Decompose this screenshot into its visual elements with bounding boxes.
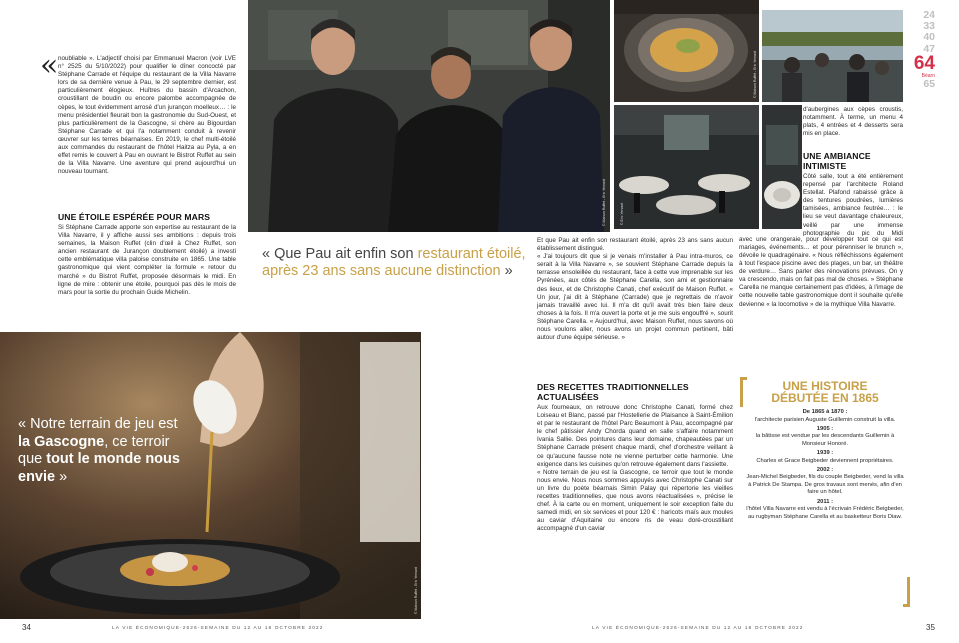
sauce-pouring-photo bbox=[0, 332, 421, 619]
recettes-text bbox=[537, 404, 733, 534]
ambiance-paragraph: Côté salle, tout a été entièrement repensé par l'architecte Roland Estellat. Plafond rabaissé grâce à des tentures poudrées, lumières tamisées, ambiance feutrée… : le lieu se veut davantage chaleureux, veillé par une immense photographie du pic du Midi bbox=[803, 173, 903, 236]
history-box-corner-top bbox=[740, 377, 747, 407]
history-year: 2002 : bbox=[816, 466, 834, 473]
page-number-right: 35 bbox=[926, 623, 935, 632]
photo-quote-part2: , ce terroir que bbox=[18, 433, 170, 467]
history-timeline bbox=[740, 409, 910, 521]
table-setting-illustration bbox=[762, 105, 802, 229]
history-entry-text: l'hôtel Villa Navarre est vendu à l'écrivain Frédéric Beigbeder, au rugbyman Stéphane Carella et au basketteur Boris Diaw. bbox=[746, 506, 904, 520]
terrace-photo bbox=[762, 10, 903, 102]
section-paragraph: Si Stéphane Carrade apporte son expertise au restaurant de la Villa Navarre, il y affiche aussi ses ambitions : depuis trois semaines, la Maison Ruffet (clin d'œil à Chez Ruffet, son ancien restaurant de Jurançon doublement étoilé) a investi cette emblématique villa paloise construite en 1865. Une table gastronomique qui vient compléter la formule « retour du marché » du Bistrot Ruffet, proposée désormais le midi. En ligne de mire : obtenir une étoile, pourquoi pas dès le mois de mars pour la sortie du prochain Guide Michelin. bbox=[58, 224, 236, 296]
photo-quote bbox=[18, 416, 188, 486]
middle-paragraph-2: « J'ai toujours dit que si je venais m'installer à Pau intra-muros, ce serait à la Villa Navarre », se souvient Stéphane Carrade depuis la terrasse ensoleillée du restaurant, face à cette vue imprenable sur les Pyrénées, aux côtés de Stéphane Carella, son ami et gestionnaire des lieux, et de Christophe Canati, chef exécutif de Maison Ruffet. « Un jour, j'ai dit à Stéphane (Carrade) que je regrettais de n'avoir jamais travaillé avec lui. Il m'a dit qu'il avait très bien faire deux choses à la fois. Il m'a ouvert la porte et je me suis engouffré », sourit Stéphane Carella. « Aujourd'hui, avec Maison Ruffet, nous savons où nous voulons aller, nous avons un projet commun pertinent, bâti autour d'une équipe sérieuse. » bbox=[537, 253, 733, 342]
footer-publication-left: LA VIE ÉCONOMIQUE-2526-SEMAINE DU 12 AU 18 OCTOBRE 2022 bbox=[112, 626, 324, 631]
opening-quote-mark: « bbox=[40, 48, 59, 83]
history-entry-text: l'architecte parisien Auguste Guillemin construit la villa. bbox=[754, 416, 896, 423]
intro-text bbox=[58, 55, 236, 176]
photo-quote-bold1: la Gascogne bbox=[18, 433, 105, 450]
page-number-left: 34 bbox=[22, 623, 31, 632]
right-top-text bbox=[803, 106, 903, 138]
subhead-recettes: DES RECETTES TRADITIONNELLES ACTUALISÉES bbox=[537, 382, 689, 402]
photo-quote-bold2: tout le monde nous envie bbox=[18, 451, 180, 485]
dining-room-photo-credit: © Eric Yervant bbox=[620, 202, 624, 225]
recettes-paragraph-1: Aux fourneaux, on retrouve donc Christophe Canati, formé chez Loiseau et Blanc, passé par l'Hostellerie de Plaisance à Saint-Émilion et par le restaurant de l'hôtel Parc Beaumont à Pau, accompagné par le chef pâtissier Andy Chorda quand en salle s'affaire notamment Ivania Sallie. Des pointures dans leur domaine, chapeautées par un Stéphane Carrade présent chaque mardi, chef d'orchestre veillant à ce qu'aucune fausse note ne vienne perturber cette harmonie. Une exigence dans les cuisines qu'on retrouve également dans l'assiette. bbox=[537, 404, 733, 468]
history-year: 1905 : bbox=[816, 425, 834, 432]
history-title-line1: UNE HISTOIRE bbox=[782, 379, 868, 393]
sauce-photo-credit: © Maison Ruffet - Eric Yervant bbox=[414, 567, 418, 614]
page-index-item[interactable]: 65 bbox=[923, 77, 935, 90]
food-plate-illustration bbox=[614, 0, 759, 102]
history-entry-text: Jean-Michel Beigbeder, fils du couple Beigbeder, vend la villa à Patrick De Stampa. De gros travaux sont menés, afin d'en faire un hôtel. bbox=[746, 474, 904, 496]
ambiance-text-top bbox=[803, 173, 903, 236]
footer-publication-right: LA VIE ÉCONOMIQUE-2526-SEMAINE DU 12 AU 18 OCTOBRE 2022 bbox=[592, 626, 804, 631]
middle-paragraph-1: Et que Pau ait enfin son restaurant étoilé, après 23 ans sans aucun établissement distingué. bbox=[537, 237, 733, 253]
dining-room-photo bbox=[614, 105, 759, 229]
recettes-paragraph-2: « Notre terrain de jeu est la Gascogne, ce terroir que tout le monde nous envie. Nous nous sommes appuyés avec Christophe Canati sur un livre du poète béarnais Simin Palay qui répertorie les vieilles recettes traditionnelles, que nous avons réactualisées », précise le chef. À la carte ou en moment, uniquement le soir exception faite du samedi midi, en six services et pour 120 € : haricots maïs aux moules au caviar d'Aquitaine ou encore ris de veau doré-croustillant accompagné d'un caviar bbox=[537, 468, 733, 533]
middle-text bbox=[537, 237, 733, 342]
dining-room-illustration bbox=[614, 105, 759, 229]
page-index bbox=[905, 10, 935, 90]
history-year: 2011 : bbox=[816, 498, 834, 505]
pull-quote-prefix: « Que Pau ait enfin son bbox=[262, 246, 418, 262]
table-setting-photo bbox=[762, 105, 802, 229]
history-entry-text: Charles et Grace Beigbeder deviennent propriétaires. bbox=[756, 457, 894, 464]
food-photo-credit: © Maison Ruffet - Eric Yervant bbox=[753, 51, 757, 98]
page-index-item[interactable]: 33 bbox=[923, 20, 935, 33]
terrace-illustration bbox=[762, 10, 903, 102]
history-title bbox=[740, 380, 910, 404]
ambiance-paragraph-cont: avec une orangeraie, pour développer tout ce qui est mariages, événements… et pour pérenniser le brunch », dévoile le quadragénaire. « Nous réfléchissons également à tout l'espace piscine avec des plages, un bar, un théâtre de verdure… Sans parler des rénovations prévues. On y va crescendo, mais on fait pas mal de choses. » Stéphane Carella ne manque certainement pas d'idées, à l'image de cette nouvelle table gastronomique dont il souhaite qu'elle devienne « la locomotive » de la mythique Villa Navarre. bbox=[739, 235, 903, 308]
subhead-ambiance-line2: INTIMISTE bbox=[803, 160, 847, 171]
photo-quote-part1: « Notre terrain de jeu est bbox=[18, 416, 178, 432]
intro-paragraph: noubliable ». L'adjectif choisi par Emmanuel Macron (voir LVE n° 2525 du 5/10/2022) pour qualifier le dîner concocté par Stéphane Carrade et l'équipe du restaurant de la Villa Navarre lors de sa dernière venue à Pau, le 29 septembre dernier, est particulièrement élogieux. Huîtres du bassin d'Arcachon, croustillant de boudin ou encore palombe accompagnée de cèpes, le tout évidemment arrosé d'un jurançon moelleux… : le menu présidentiel fleurait bon la gastronomie du Sud-Ouest, et plus particulièrement de la Gascogne, si chère au Bigourdan Stéphane Carrade et qui l'a notamment conduit à revenir œuvrer sur les terres béarnaises. En 2019, le chef multi-étoilé aux commandes du restaurant de l'hôtel Haitza au Pyla, a en effet remis le couvert à Pau en ouvrant le Bistrot Ruffet au sein de la Villa Navarre. Une aventure qui prend aujourd'hui un nouveau tournant. bbox=[58, 55, 236, 176]
page-index-item[interactable]: 47 bbox=[923, 42, 935, 55]
page-index-current-label: Béarn bbox=[921, 72, 935, 79]
pull-quote-highlight: restaurant étoilé, après 23 ans sans aucune distinction bbox=[262, 246, 526, 279]
page-index-item[interactable]: 40 bbox=[923, 31, 935, 44]
pull-quote bbox=[262, 246, 534, 280]
subhead-ambiance bbox=[803, 152, 903, 171]
chefs-photo bbox=[248, 0, 610, 232]
ambiance-text-bottom bbox=[739, 235, 903, 373]
section-text-etoile bbox=[58, 224, 236, 297]
history-year: De 1865 à 1870 : bbox=[802, 409, 848, 415]
photo-quote-part3: » bbox=[55, 468, 68, 485]
history-title-line2: DÉBUTÉE EN 1865 bbox=[771, 391, 879, 405]
history-year: 1939 : bbox=[816, 449, 834, 456]
food-photo bbox=[614, 0, 759, 102]
page-index-item[interactable]: 24 bbox=[923, 9, 935, 21]
subhead-etoile: UNE ÉTOILE ESPÉRÉE POUR MARS bbox=[58, 212, 211, 222]
history-box bbox=[740, 377, 910, 607]
chefs-illustration bbox=[248, 0, 610, 232]
pull-quote-suffix: » bbox=[500, 263, 513, 279]
history-box-corner-bottom bbox=[903, 577, 910, 607]
chefs-photo-credit: © Maison Ruffet - Eric Yervant bbox=[602, 179, 606, 226]
history-entry-text: la bâtisse est vendue par les descendants Guillemin à Monsieur Honoré. bbox=[755, 433, 895, 447]
subhead-ambiance-line1: UNE AMBIANCE bbox=[803, 151, 871, 161]
right-top-paragraph: d'aubergines aux cèpes croustis, notamment. À terme, un menu 4 plats, 4 entrées et 4 desserts sera mis en place. bbox=[803, 106, 903, 138]
page-index-current[interactable]: 64 bbox=[913, 52, 935, 74]
